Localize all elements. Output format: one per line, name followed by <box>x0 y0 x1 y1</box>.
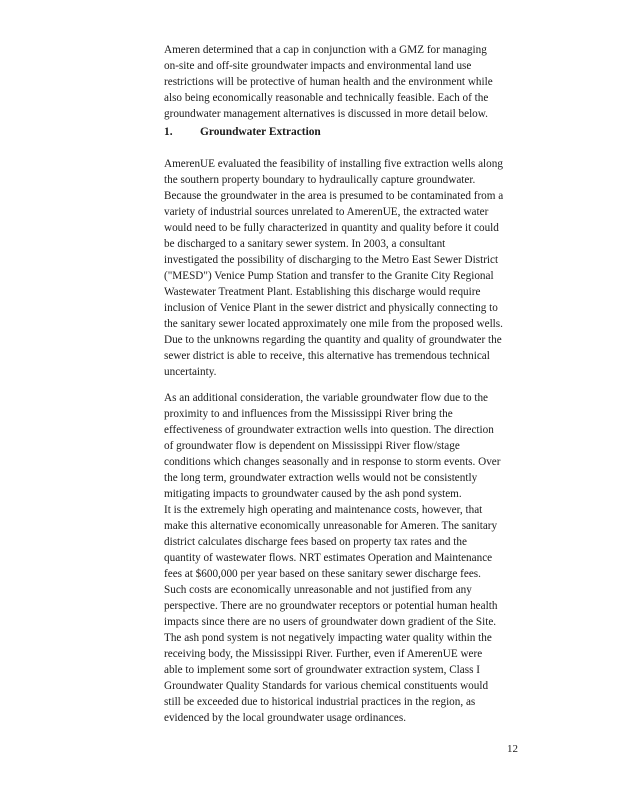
page-number: 12 <box>507 743 518 755</box>
text-line: groundwater management alternatives is discussed in more detail below. <box>164 108 488 120</box>
text-line: district calculates discharge fees based on property tax rates and the <box>164 536 467 548</box>
text-line: be discharged to a sanitary sewer system. In 2003, a consultant <box>164 238 446 250</box>
text-line: Due to the unknowns regarding the quantity and quality of groundwater the <box>164 334 502 346</box>
text-line: the sanitary sewer located approximately one mile from the proposed wells. <box>164 318 503 330</box>
text-line: able to implement some sort of groundwater extraction system, Class I <box>164 664 480 676</box>
text-line: Wastewater Treatment Plant. Establishing this discharge would require <box>164 286 481 298</box>
text-line: restrictions will be protective of human health and the environment while <box>164 76 493 88</box>
text-line: of groundwater flow is dependent on Mississippi River flow/stage <box>164 440 460 452</box>
text-line: mitigating impacts to groundwater caused by the ash pond system. <box>164 488 462 500</box>
text-line: on-site and off-site groundwater impacts and environmental land use <box>164 60 472 72</box>
text-line: proximity to and influences from the Mississippi River bring the <box>164 408 453 420</box>
text-line: also being economically reasonable and technically feasible. Each of the <box>164 92 489 104</box>
text-line: fees at $600,000 per year based on these sanitary sewer discharge fees. <box>164 568 481 580</box>
text-line: It is the extremely high operating and maintenance costs, however, that <box>164 504 483 516</box>
text-line: variety of industrial sources unrelated to AmerenUE, the extracted water <box>164 206 489 218</box>
text-line: inclusion of Venice Plant in the sewer district and physically connecting to <box>164 302 498 314</box>
text-line: ("MESD") Venice Pump Station and transfer to the Granite City Regional <box>164 270 494 282</box>
text-line: The ash pond system is not negatively impacting water quality within the <box>164 632 492 644</box>
text-line: Groundwater Quality Standards for various chemical constituents would <box>164 680 489 692</box>
text-line: conditions which changes seasonally and in response to storm events. Over <box>164 456 501 468</box>
text-line: make this alternative economically unreasonable for Ameren. The sanitary <box>164 520 498 532</box>
text-line: impacts since there are no users of groundwater down gradient of the Site. <box>164 616 497 628</box>
text-line: AmerenUE evaluated the feasibility of installing five extraction wells along <box>164 158 503 170</box>
text-line: evidenced by the local groundwater usage ordinances. <box>164 712 406 724</box>
text-line: receiving body, the Mississippi River. Further, even if AmerenUE were <box>164 648 483 660</box>
text-line: the long term, groundwater extraction wells would not be consistently <box>164 472 478 484</box>
text-line: Such costs are economically unreasonable and not justified from any <box>164 584 472 596</box>
text-line: As an additional consideration, the variable groundwater flow due to the <box>164 392 489 404</box>
section-title: Groundwater Extraction <box>200 126 321 138</box>
section-number: 1. <box>164 126 173 138</box>
text-line: the southern property boundary to hydraulically capture groundwater. <box>164 174 476 186</box>
text-line: Ameren determined that a cap in conjunction with a GMZ for managing <box>164 44 487 56</box>
text-line: effectiveness of groundwater extraction wells into question. The direction <box>164 424 494 436</box>
text-line: quantity of wastewater flows. NRT estimates Operation and Maintenance <box>164 552 493 564</box>
text-line: investigated the possibility of discharging to the Metro East Sewer District <box>164 254 499 266</box>
text-line: perspective. There are no groundwater receptors or potential human health <box>164 600 498 612</box>
text-line: still be exceeded due to historical industrial practices in the region, as <box>164 696 476 708</box>
section-heading <box>164 124 321 140</box>
text-line: Because the groundwater in the area is presumed to be contaminated from a <box>164 190 504 202</box>
text-line: uncertainty. <box>164 366 217 378</box>
text-line: would need to be fully characterized in quantity and quality before it could <box>164 222 499 234</box>
text-line: sewer district is able to receive, this alternative has tremendous technical <box>164 350 490 362</box>
